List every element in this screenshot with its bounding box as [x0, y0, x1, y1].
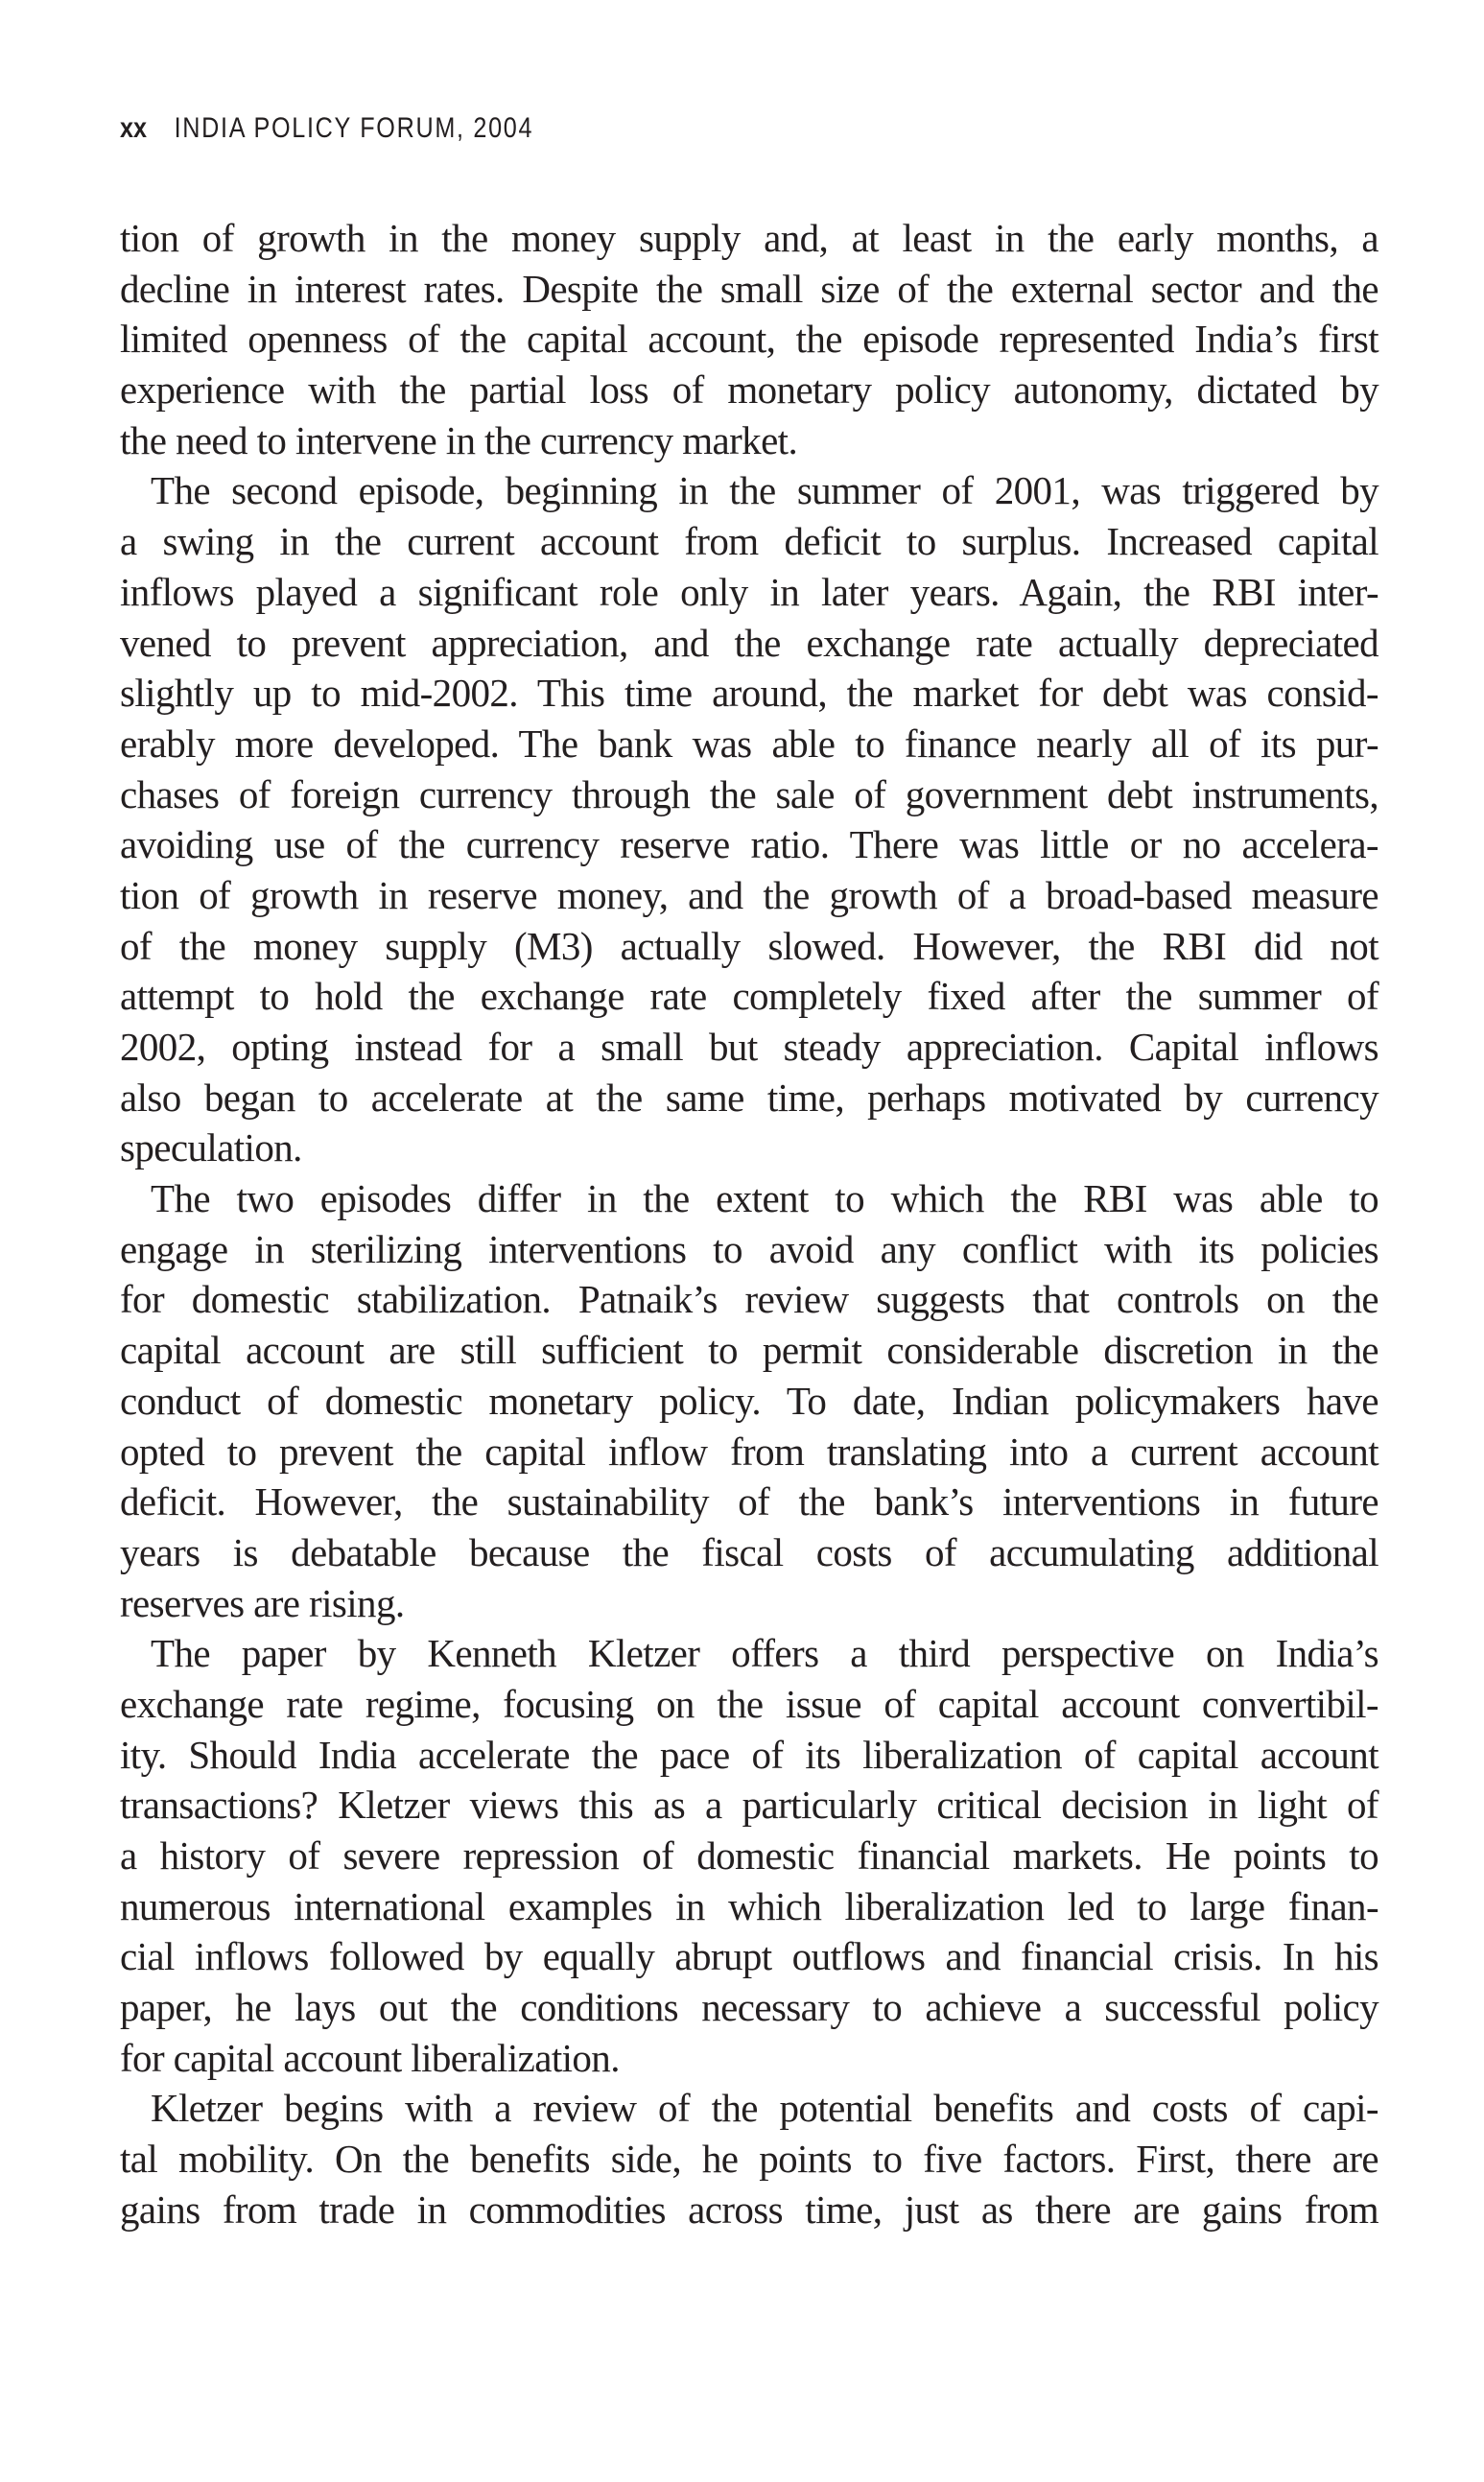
text-line: reserves are rising.: [120, 1580, 405, 1625]
paragraph: [120, 465, 1378, 1173]
text-line: The two episodes differ in the extent to which the RBI was able to: [151, 1176, 1378, 1221]
text-line: Kletzer begins with a review of the potential benefits and costs of capi-: [151, 2086, 1378, 2131]
text-line: engage in sterilizing interventions to avoid any conflict with its policies: [120, 1226, 1378, 1271]
text-line: a swing in the current account from deficit to surplus. Increased capital: [120, 519, 1378, 564]
text-line: for domestic stabilization. Patnaik’s review suggests that controls on the: [120, 1277, 1378, 1322]
text-line: inflows played a significant role only in later years. Again, the RBI inter-: [120, 569, 1378, 614]
text-line: attempt to hold the exchange rate completely fixed after the summer of: [120, 974, 1378, 1019]
text-line: vened to prevent appreciation, and the exchange rate actually depreciated: [120, 620, 1378, 665]
text-line: avoiding use of the currency reserve ratio. There was little or no accelera-: [120, 822, 1378, 867]
text-line: decline in interest rates. Despite the small size of the external sector and the: [120, 266, 1378, 311]
text-line: gains from trade in commodities across time, just as there are gains from: [120, 2187, 1378, 2232]
text-line: erably more developed. The bank was able to finance nearly all of its pur-: [120, 721, 1378, 766]
text-line: of the money supply (M3) actually slowed. However, the RBI did not: [120, 923, 1378, 968]
text-line: paper, he lays out the conditions necessary to achieve a successful policy: [120, 1985, 1378, 2030]
text-line: opted to prevent the capital inflow from translating into a current account: [120, 1429, 1378, 1474]
page-header: [120, 109, 533, 148]
text-line: tal mobility. On the benefits side, he points to five factors. First, there are: [120, 2137, 1378, 2182]
running-title: INDIA POLICY FORUM, 2004: [174, 112, 534, 144]
body-text: [120, 213, 1378, 2235]
text-line: the need to intervene in the currency market.: [120, 417, 798, 462]
page-number: xx: [120, 112, 148, 144]
text-line: The paper by Kenneth Kletzer offers a third perspective on India’s: [151, 1631, 1378, 1676]
text-line: numerous international examples in which liberalization led to large finan-: [120, 1883, 1378, 1928]
text-line: The second episode, beginning in the summer of 2001, was triggered by: [151, 468, 1378, 513]
text-line: capital account are still sufficient to permit considerable discretion in the: [120, 1328, 1378, 1373]
paragraph: [120, 2083, 1378, 2234]
text-line: exchange rate regime, focusing on the issue of capital account convertibil-: [120, 1681, 1378, 1726]
paragraph: [120, 213, 1378, 465]
text-line: speculation.: [120, 1125, 302, 1170]
text-line: slightly up to mid-2002. This time around, the market for debt was consid-: [120, 671, 1378, 716]
text-line: a history of severe repression of domestic financial markets. He points to: [120, 1833, 1378, 1878]
text-line: also began to accelerate at the same time, perhaps motivated by currency: [120, 1075, 1378, 1120]
text-line: chases of foreign currency through the sale of government debt instruments,: [120, 771, 1378, 816]
text-line: transactions? Kletzer views this as a particularly critical decision in light of: [120, 1783, 1378, 1828]
text-line: limited openness of the capital account, the episode represented India’s first: [120, 317, 1378, 362]
text-line: 2002, opting instead for a small but steady appreciation. Capital inflows: [120, 1025, 1378, 1069]
text-line: for capital account liberalization.: [120, 2035, 620, 2080]
text-line: deficit. However, the sustainability of the bank’s interventions in future: [120, 1479, 1378, 1525]
text-line: tion of growth in the money supply and, at least in the early months, a: [120, 216, 1378, 260]
text-line: conduct of domestic monetary policy. To date, Indian policymakers have: [120, 1378, 1378, 1423]
text-line: tion of growth in reserve money, and the growth of a broad-based measure: [120, 872, 1378, 917]
text-line: cial inflows followed by equally abrupt outflows and financial crisis. In his: [120, 1934, 1378, 1979]
text-line: ity. Should India accelerate the pace of its liberalization of capital account: [120, 1732, 1378, 1777]
paragraph: [120, 1628, 1378, 2083]
text-line: experience with the partial loss of monetary policy autonomy, dictated by: [120, 367, 1378, 413]
paragraph: [120, 1173, 1378, 1628]
text-line: years is debatable because the fiscal costs of accumulating additional: [120, 1529, 1378, 1574]
